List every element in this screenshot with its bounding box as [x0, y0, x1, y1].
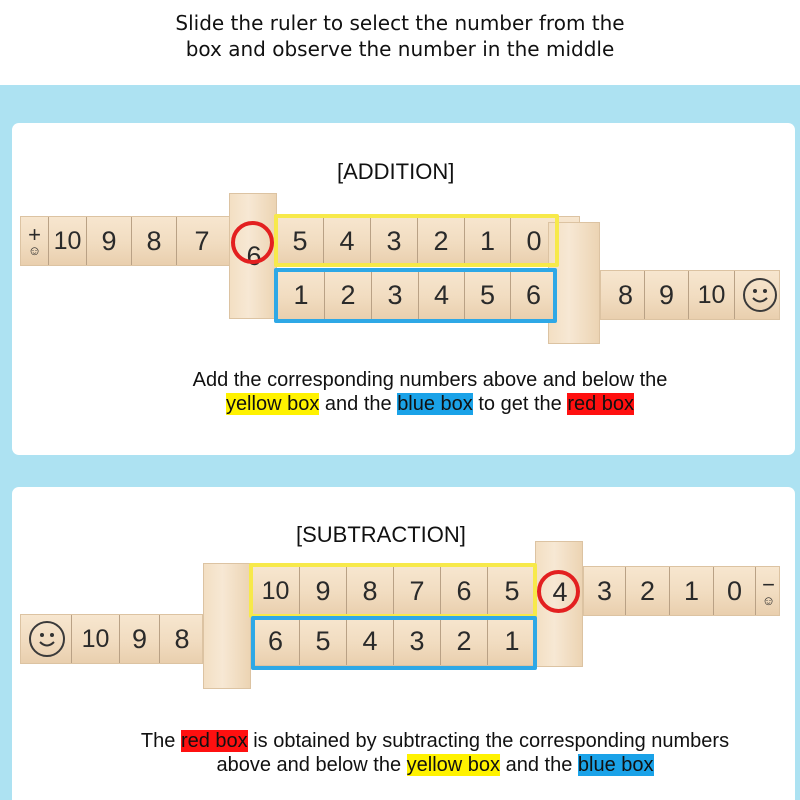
blue-box-label: blue box [397, 393, 473, 415]
minus-sign: − ☺ [761, 571, 776, 608]
blue-cell: 4 [347, 617, 394, 665]
smiley-face-icon [743, 278, 777, 312]
plus-sign: + ☺ [21, 217, 49, 265]
ruler-cell: 1 [670, 567, 714, 615]
ruler-cell: 7 [194, 225, 210, 256]
yellow-cell: 2 [418, 217, 465, 265]
red-box-label: red box [180, 730, 248, 752]
ruler-cell: 10 [689, 271, 735, 319]
blue-cell: 2 [325, 271, 372, 319]
blue-cell: 5 [465, 271, 511, 319]
explain-text: is obtained by subtracting the corresponding numbers [253, 730, 730, 752]
explain-text: to get the [478, 393, 562, 415]
red-circle [537, 570, 580, 613]
yellow-box [274, 214, 559, 267]
subtraction-title: [SUBTRACTION] [296, 522, 466, 547]
ruler-cell: 10 [72, 615, 120, 663]
ruler-cell: 3 [584, 567, 626, 615]
blue-cell: 3 [372, 271, 419, 319]
blue-cell: 2 [441, 617, 488, 665]
yellow-cell: 10 [252, 567, 300, 615]
explain-text: and the [324, 393, 392, 415]
ruler-cell: 9 [120, 615, 160, 663]
instruction-header [0, 0, 800, 85]
blue-cell: 3 [394, 617, 441, 665]
subtraction-left-block[interactable] [203, 563, 251, 689]
addition-title: [ADDITION] [337, 159, 455, 184]
subtraction-bottom-ruler [20, 614, 203, 664]
blue-box-label: blue box [577, 754, 654, 776]
smiley-face-icon [29, 621, 65, 657]
ruler-cell: 8 [174, 623, 190, 654]
ruler-cell: 0 [714, 567, 756, 615]
ruler-cell: 2 [626, 567, 670, 615]
blue-cell: 4 [419, 271, 465, 319]
yellow-box-label: yellow box [225, 393, 320, 415]
instruction-line-2: box and observe the number in the middle [185, 37, 615, 61]
blue-cell: 5 [300, 617, 347, 665]
ruler-cell: 9 [645, 271, 689, 319]
explain-text: above and below the [216, 754, 402, 776]
yellow-box-label: yellow box [406, 754, 501, 776]
yellow-cell: 8 [347, 567, 394, 615]
yellow-cell: 1 [465, 217, 511, 265]
blue-cell: 6 [252, 617, 300, 665]
blue-box [251, 616, 537, 670]
blue-box [274, 268, 557, 323]
ruler-cell: 8 [132, 217, 177, 265]
yellow-box [249, 563, 537, 618]
subtraction-explanation [80, 729, 790, 777]
ruler-cell: 8 [607, 271, 645, 319]
yellow-cell: 5 [277, 217, 324, 265]
addition-explanation [130, 368, 730, 416]
addition-bottom-ruler [600, 270, 780, 320]
yellow-cell: 3 [371, 217, 418, 265]
yellow-cell: 6 [441, 567, 488, 615]
result-number: 6 [246, 240, 262, 271]
explain-text: Add the corresponding numbers above and below the [192, 369, 668, 391]
ruler-cell: 10 [49, 217, 87, 265]
subtraction-top-ruler [583, 566, 780, 616]
red-box-label: red box [567, 393, 635, 415]
yellow-cell: 5 [504, 575, 520, 606]
blue-cell: 1 [504, 625, 520, 656]
yellow-cell: 4 [324, 217, 371, 265]
yellow-cell: 0 [526, 225, 542, 256]
result-number: 4 [552, 576, 568, 607]
explain-text: and the [505, 754, 573, 776]
yellow-cell: 7 [394, 567, 441, 615]
ruler-cell: 9 [87, 217, 132, 265]
instruction-line-1: Slide the ruler to select the number from the [175, 11, 625, 35]
blue-cell: 6 [525, 279, 542, 310]
yellow-cell: 9 [300, 567, 347, 615]
explain-text: The [140, 730, 176, 752]
blue-cell: 1 [278, 271, 325, 319]
red-circle [231, 221, 274, 264]
